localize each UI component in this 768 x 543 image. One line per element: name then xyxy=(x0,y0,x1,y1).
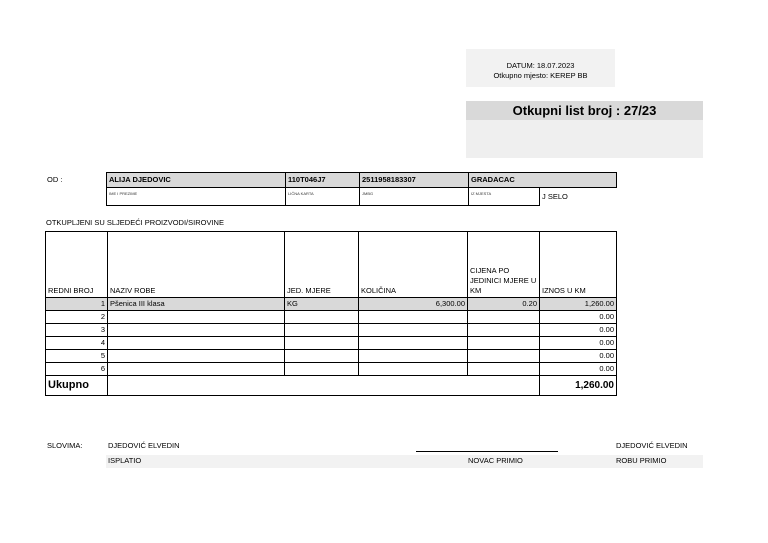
items-table xyxy=(45,231,617,396)
table-row: 4 0.00 xyxy=(46,337,617,350)
signature-line xyxy=(416,451,558,452)
date-place-box xyxy=(466,49,615,87)
novac-primio-label: NOVAC PRIMIO xyxy=(468,456,523,465)
date-line: DATUM: 18.07.2023 xyxy=(506,61,575,70)
col-header-iznos: IZNOS U KM xyxy=(540,232,617,298)
place-value: J SELO xyxy=(542,192,568,201)
od-label: OD : xyxy=(47,175,63,184)
col-header-rb: REDNI BROJ xyxy=(46,232,108,298)
table-row: 2 0.00 xyxy=(46,311,617,324)
col-header-naziv: NAZIV ROBE xyxy=(108,232,285,298)
jmbg-value: 2511958183307 xyxy=(360,173,469,188)
name-caption: IME I PREZIME xyxy=(107,188,286,206)
purchase-place-line: Otkupno mjesto: KEREP BB xyxy=(493,71,588,80)
document-title: Otkupni list broj : 27/23 xyxy=(466,101,703,120)
isplatio-label: ISPLATIO xyxy=(108,456,142,465)
table-row: 3 0.00 xyxy=(46,324,617,337)
robu-primio-label: ROBU PRIMIO xyxy=(616,456,667,465)
isplatio-name: DJEDOVIĆ ELVEDIN xyxy=(108,441,180,450)
city-caption: IZ MJESTA xyxy=(469,188,540,206)
id-card: 110T046J7 xyxy=(286,173,360,188)
party-table xyxy=(106,172,617,206)
city-value: GRADACAC xyxy=(469,173,617,188)
robu-name: DJEDOVIĆ ELVEDIN xyxy=(616,441,688,450)
total-label: Ukupno xyxy=(46,376,108,396)
card-caption: LIČNA KARTA xyxy=(286,188,360,206)
col-header-cijena: CIJENA PO JEDINICI MJERE U KM xyxy=(468,232,540,298)
products-heading: OTKUPLJENI SU SLJEDEĆI PROIZVODI/SIROVINE xyxy=(46,218,224,227)
total-row xyxy=(46,376,617,396)
col-header-jm: JED. MJERE xyxy=(285,232,359,298)
col-header-kolicina: KOLIČINA xyxy=(359,232,468,298)
jmbg-caption: JMBG xyxy=(360,188,469,206)
total-value: 1,260.00 xyxy=(540,376,617,396)
signature-band xyxy=(106,455,703,468)
table-row: 6 0.00 xyxy=(46,363,617,376)
table-row: 5 0.00 xyxy=(46,350,617,363)
seller-name: ALIJA DJEDOVIC xyxy=(107,173,286,188)
slovima-label: SLOVIMA: xyxy=(47,441,83,450)
table-row: 1 Pšenica III klasa KG 6,300.00 0.20 1,260.00 xyxy=(46,298,617,311)
